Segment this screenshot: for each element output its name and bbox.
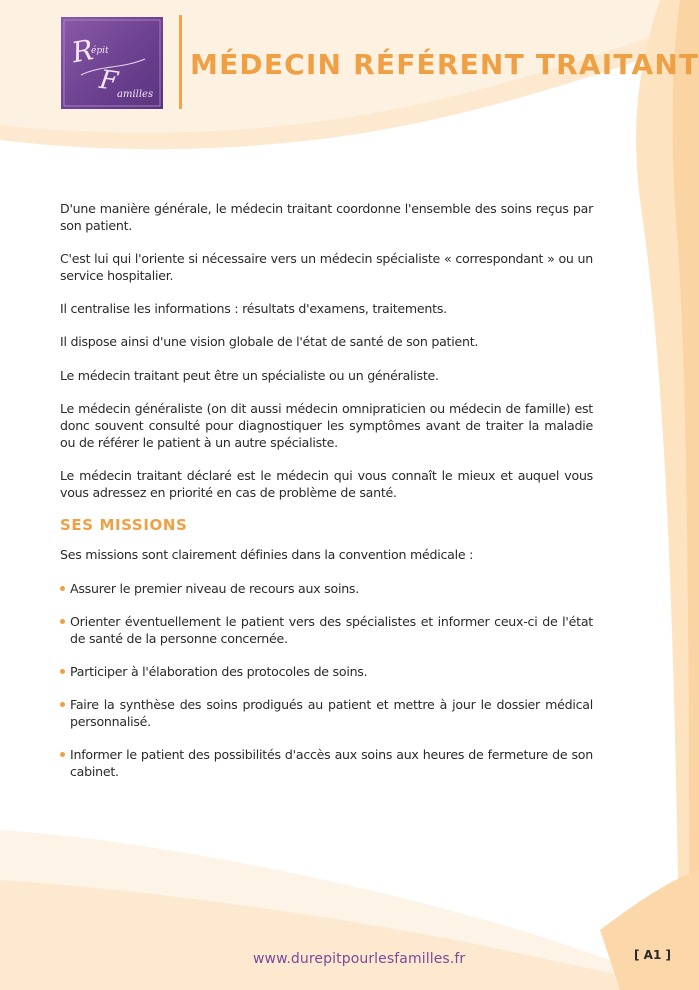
paragraph: Il centralise les informations : résultats d'examens, traitements. [60,301,447,316]
bullet-icon [60,586,65,591]
main-content [60,200,593,796]
repit-familles-logo [61,17,163,109]
footer-website-link[interactable]: www.durepitpourlesfamilles.fr [253,951,466,967]
missions-intro: Ses missions sont clairement définies dans la convention médicale : [60,547,474,562]
bullet-icon [60,619,65,624]
page-title: MÉDECIN RÉFÉRENT TRAITANT [190,48,699,81]
svg-text:amilles: amilles [117,89,154,100]
paragraph: C'est lui qui l'oriente si nécessaire vers un médecin spécialiste « correspondant » ou un service hospitalier. [60,251,593,283]
list-item-text: Orienter éventuellement le patient vers des spécialistes et informer ceux-ci de l'état de santé de la personne concernée. [70,614,593,646]
paragraph: Le médecin généraliste (on dit aussi médecin omnipraticien ou médecin de famille) est donc souvent consulté pour diagnostiquer les symptômes avant de traiter la maladie ou de référer le patient à un autre spécialiste. [60,401,593,450]
list-item [60,663,593,680]
list-item [60,613,593,647]
paragraph: Il dispose ainsi d'une vision globale de l'état de santé de son patient. [60,334,479,349]
page-number: [ A1 ] [634,948,671,962]
list-item [60,746,593,780]
bullet-icon [60,752,65,757]
paragraph: D'une manière générale, le médecin traitant coordonne l'ensemble des soins reçus par son patient. [60,201,593,233]
list-item-text: Assurer le premier niveau de recours aux soins. [70,581,359,596]
title-divider [179,15,182,109]
missions-list [60,580,593,780]
svg-text:F: F [97,64,120,98]
paragraph: Le médecin traitant peut être un spécialiste ou un généraliste. [60,368,439,383]
paragraph: Le médecin traitant déclaré est le médecin qui vous connaît le mieux et auquel vous vous adressez en priorité en cas de problème de santé. [60,468,593,500]
svg-text:R: R [69,33,96,70]
list-item-text: Participer à l'élaboration des protocoles de soins. [70,664,368,679]
section-title-missions: SES MISSIONS [60,516,188,534]
bullet-icon [60,702,65,707]
svg-text:épit: épit [91,46,109,56]
list-item [60,580,593,597]
list-item-text: Faire la synthèse des soins prodigués au patient et mettre à jour le dossier médical personnalisé. [70,697,593,729]
bullet-icon [60,669,65,674]
list-item [60,696,593,730]
list-item-text: Informer le patient des possibilités d'accès aux soins aux heures de fermeture de son cabinet. [70,747,593,779]
